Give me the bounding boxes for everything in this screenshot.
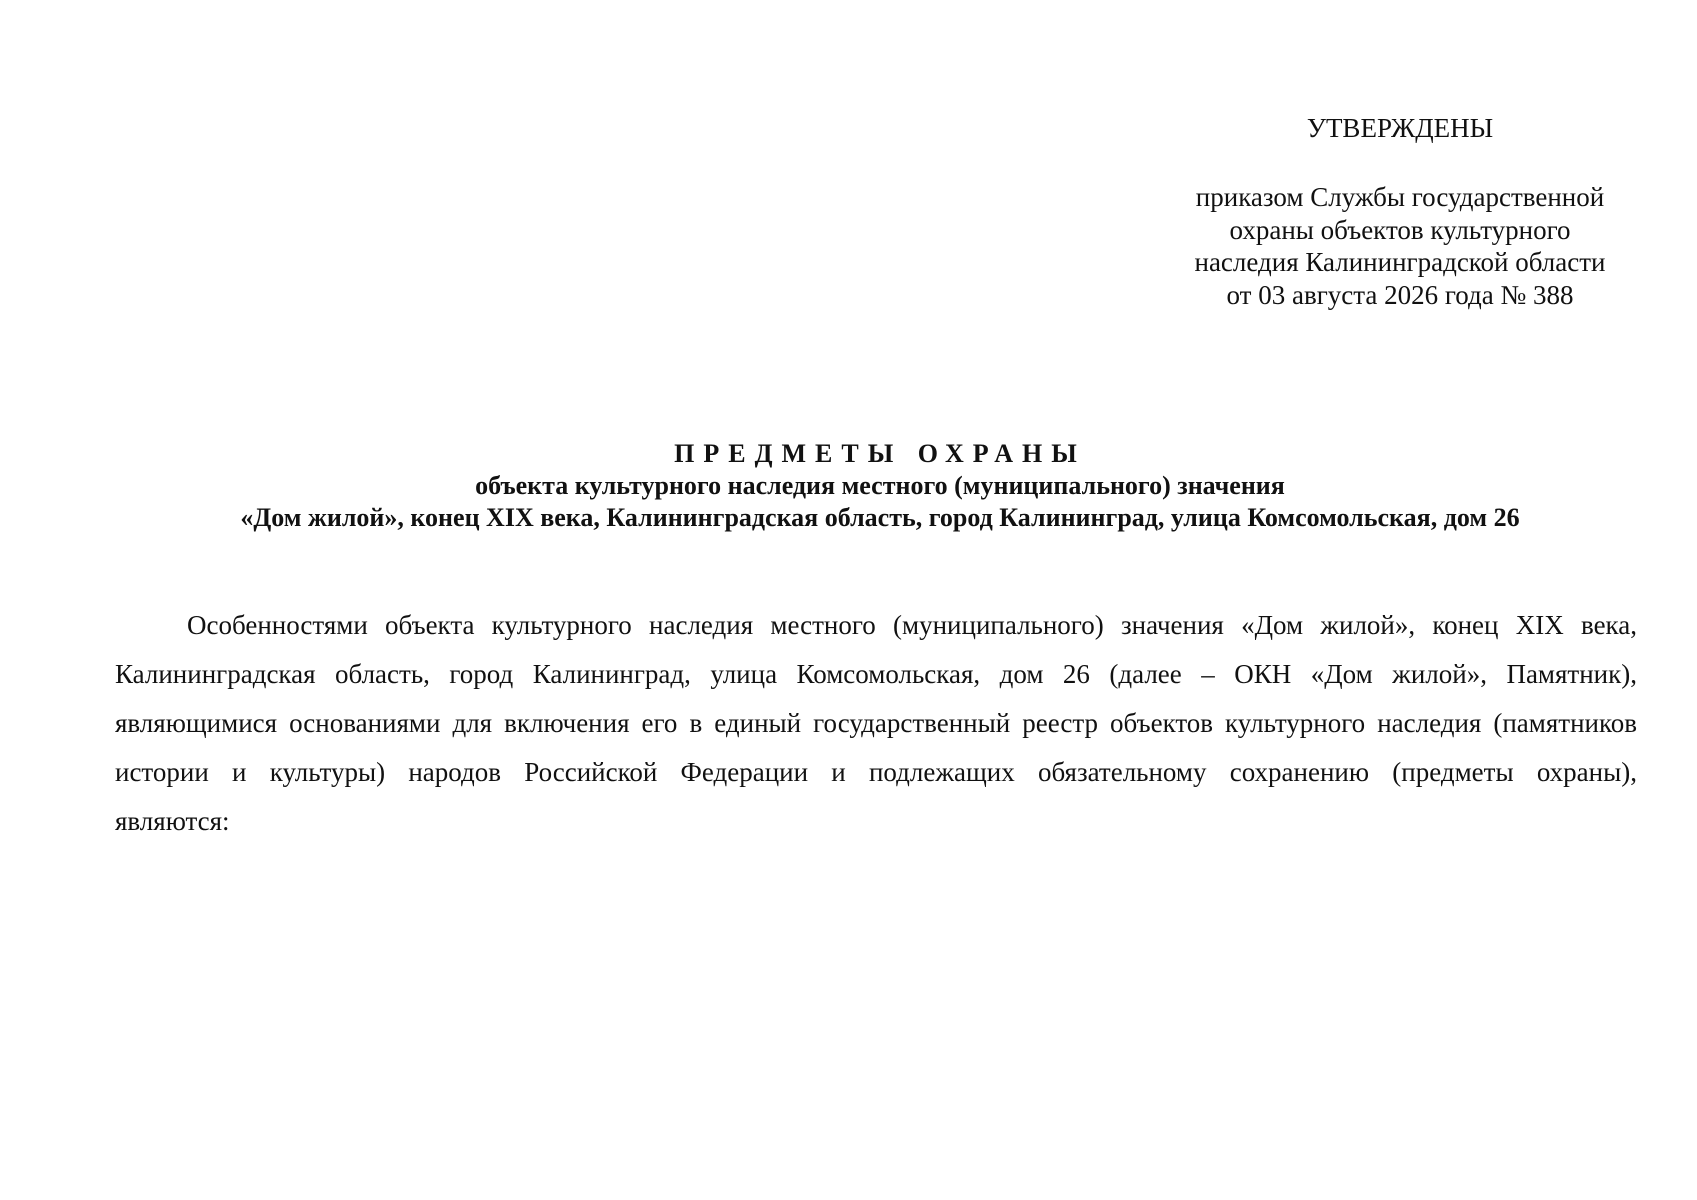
body-line: Особенностями объекта культурного наследия местного (муниципального) значения «Дом жилой», конец XIX века, xyxy=(187,610,1637,640)
approval-block xyxy=(1180,181,1620,311)
heading-title: ПРЕДМЕТЫ ОХРАНЫ xyxy=(674,439,1086,468)
approval-line: от 03 августа 2026 года № 388 xyxy=(1226,279,1574,310)
approval-title: УТВЕРЖДЕНЫ xyxy=(1306,113,1494,143)
approval-line: охраны объектов культурного xyxy=(1229,214,1571,245)
document-heading xyxy=(160,438,1600,534)
body-line: являются: xyxy=(115,806,230,836)
approval-line: приказом Службы государственной xyxy=(1195,182,1605,212)
heading-subtitle-line-1: объекта культурного наследия местного (муниципального) значения xyxy=(475,471,1285,500)
body-line: являющимися основаниями для включения его в единый государственный реестр объектов культурного наследия (памятников xyxy=(115,708,1637,738)
approval-line: наследия Калининградской области xyxy=(1194,247,1606,277)
body-paragraph xyxy=(115,601,1637,846)
heading-subtitle-line-2: «Дом жилой», конец XIX века, Калининградская область, город Калининград, улица Комсомольская, дом 26 xyxy=(240,503,1520,532)
body-line: Калининградская область, город Калининград, улица Комсомольская, дом 26 (далее – ОКН «Дом жилой», Памятник), xyxy=(115,659,1637,689)
body-line: истории и культуры) народов Российской Федерации и подлежащих обязательному сохранению (предметы охраны), xyxy=(115,757,1637,787)
